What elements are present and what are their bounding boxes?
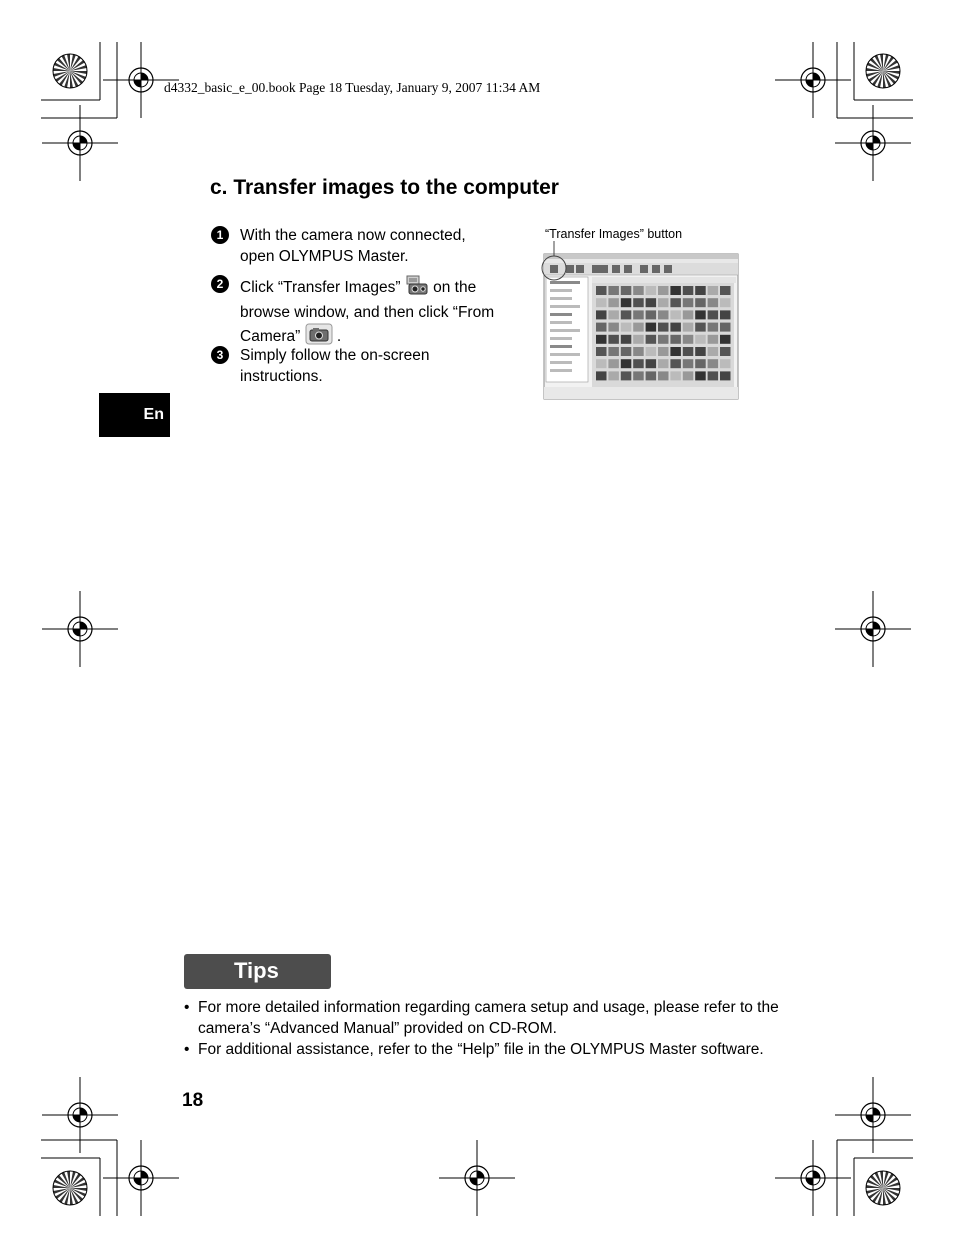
sidebar-row [550,313,572,316]
thumbnail [633,347,644,356]
sidebar-row [550,281,580,284]
thumbnail [683,359,694,368]
thumbnail [708,359,719,368]
step-1 [211,225,501,267]
thumbnail [683,310,694,319]
step-3 [211,345,501,387]
thumbnail [658,347,669,356]
toolbar-icon [612,265,620,273]
color-star-mark [866,1171,900,1205]
thumbnail [720,347,731,356]
sidebar-row [550,345,572,348]
thumbnail [670,323,681,332]
thumbnail [646,335,657,344]
thumbnail [608,335,619,344]
thumbnail [670,298,681,307]
toolbar-icon [624,265,632,273]
thumbnail [608,359,619,368]
thumbnail [608,323,619,332]
sidebar-row [550,369,572,372]
color-star-mark [866,54,900,88]
sidebar-row [550,289,572,292]
thumbnail [708,298,719,307]
step-3-text: Simply follow the on-screen instructions. [240,347,430,385]
toolbar-icon [600,265,608,273]
thumbnail [708,323,719,332]
toolbar-icon [576,265,584,273]
section-title: c. Transfer images to the computer [210,176,559,199]
step-number-1: 1 [211,226,229,244]
thumbnail [621,286,632,295]
thumbnail [658,335,669,344]
tips-list [182,997,782,1060]
thumbnail [708,310,719,319]
thumbnail [621,310,632,319]
step-2-text-part1: Click “Transfer Images” [240,279,401,297]
thumbnail [658,371,669,380]
thumbnail [720,371,731,380]
step-2-text-part3: . [336,328,342,346]
thumbnail [708,335,719,344]
thumbnail [633,286,644,295]
thumbnail [633,298,644,307]
thumbnail [670,359,681,368]
thumbnail [683,323,694,332]
thumbnail [720,298,731,307]
thumbnail [608,347,619,356]
thumbnail [695,323,706,332]
sidebar-row [550,297,572,300]
thumbnail [720,359,731,368]
sidebar-row [550,353,580,356]
thumbnail [596,371,607,380]
thumbnail [658,298,669,307]
step-2-text-part2: on the browse window, and then click “From Camera” [240,279,495,346]
thumbnail [658,286,669,295]
thumbnail [596,310,607,319]
thumbnail [633,359,644,368]
thumbnail [708,286,719,295]
thumbnail [683,347,694,356]
sidebar-row [550,321,572,324]
thumbnail [596,359,607,368]
browse-window-screenshot [536,241,742,403]
thumbnail [683,371,694,380]
thumbnail [646,359,657,368]
thumbnail [646,310,657,319]
toolbar-icon [592,265,600,273]
thumbnail [596,347,607,356]
sidebar-row [550,305,580,308]
thumbnail [658,310,669,319]
color-star-mark [53,1171,87,1205]
thumbnail [596,335,607,344]
thumbnail [720,310,731,319]
thumbnail [695,347,706,356]
page-number: 18 [182,1090,204,1111]
language-tab: En [99,393,170,437]
thumbnail [683,335,694,344]
thumbnail [646,371,657,380]
color-star-mark [53,54,87,88]
toolbar-icon [566,265,574,273]
thumbnail [608,298,619,307]
thumbnail [646,286,657,295]
tips-item: • For additional assistance, refer to the “Help” file in the OLYMPUS Master software. [182,1039,782,1060]
thumbnail [646,347,657,356]
thumbnail [621,359,632,368]
tips-heading: Tips [184,954,331,989]
toolbar-icon [664,265,672,273]
thumbnail [695,298,706,307]
thumbnail [633,335,644,344]
step-number-3: 3 [211,346,229,364]
thumbnail [670,335,681,344]
thumbnail [596,286,607,295]
thumbnail [708,371,719,380]
thumbnail [695,310,706,319]
print-header: d4332_basic_e_00.book Page 18 Tuesday, January 9, 2007 11:34 AM [164,80,541,95]
sidebar-row [550,329,580,332]
thumbnail [720,286,731,295]
thumbnail [670,347,681,356]
thumbnail [670,371,681,380]
thumbnail [683,298,694,307]
thumbnail [633,323,644,332]
thumbnail [695,286,706,295]
thumbnail [621,347,632,356]
thumbnail [658,359,669,368]
thumbnail [621,371,632,380]
step-number-2: 2 [211,275,229,293]
toolbar-icon [652,265,660,273]
thumbnail [670,310,681,319]
tips-item: • For more detailed information regarding camera setup and usage, please refer to the camera’s “Advanced Manual” provided on CD-ROM. [182,997,782,1039]
thumbnail [720,323,731,332]
thumbnail [670,286,681,295]
thumbnail [608,286,619,295]
thumbnail [720,335,731,344]
thumbnail [596,323,607,332]
step-2 [211,274,501,351]
thumbnail [658,323,669,332]
transfer-images-callout-label: “Transfer Images” button [545,227,683,241]
toolbar-icon [640,265,648,273]
thumbnail [596,298,607,307]
thumbnail [608,371,619,380]
thumbnail [646,323,657,332]
thumbnail [621,298,632,307]
sidebar-row [550,337,572,340]
thumbnail [621,335,632,344]
thumbnail [683,286,694,295]
thumbnail [708,347,719,356]
thumbnail [608,310,619,319]
transfer-images-icon [405,274,429,302]
thumbnail [633,371,644,380]
thumbnail [695,335,706,344]
thumbnail [633,310,644,319]
sidebar-row [550,361,572,364]
thumbnail [621,323,632,332]
thumbnail [646,298,657,307]
step-1-text: With the camera now connected, open OLYMPUS Master. [240,227,466,265]
thumbnail [695,359,706,368]
toolbar-icon [550,265,558,273]
thumbnail [695,371,706,380]
